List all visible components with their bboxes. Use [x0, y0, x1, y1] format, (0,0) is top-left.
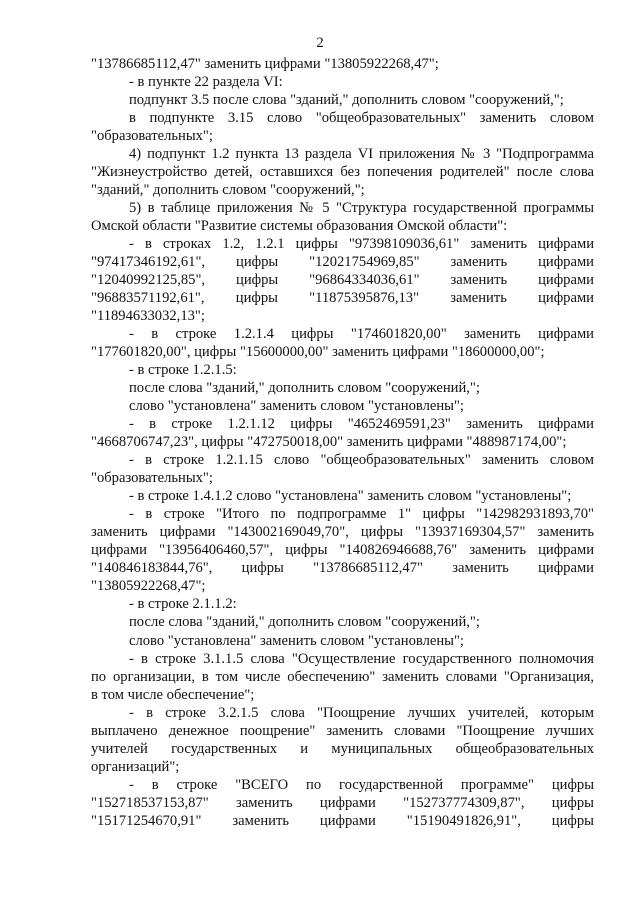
text-line: - в строке 3.1.1.5 слова "Осуществление государственного полномочия [129, 650, 594, 667]
text-line: "177601820,00", цифры "15600000,00" заменить цифрами "18600000,00"; [91, 344, 545, 361]
text-line: подпункт 3.5 после слова "зданий," дополнить словом "сооружений,"; [129, 92, 564, 109]
text-line: слово "установлена" заменить словом "установлены"; [129, 398, 464, 415]
text-line: - в строке "Итого по подпрограмме 1" цифры "142982931893,70" [129, 506, 594, 523]
text-line: "15171254670,91" заменить цифрами "15190491826,91", цифры [91, 812, 594, 829]
text-line: "4668706747,23", цифры "472750018,00" заменить цифрами "488987174,00"; [91, 434, 567, 451]
text-line: "11894633032,13"; [91, 308, 205, 325]
text-line: "образовательных"; [91, 128, 213, 145]
text-line: "13805922268,47"; [91, 578, 206, 595]
text-line: заменить цифрами "143002169049,70", цифры "13937169304,57" заменить [91, 524, 594, 541]
text-line: "зданий," дополнить словом "сооружений,"; [91, 182, 365, 199]
text-line: цифрами "13956406460,57", цифры "140826946688,76" заменить цифрами [91, 542, 594, 559]
text-line: Омской области "Развитие системы образования Омской области": [91, 218, 508, 235]
text-line: - в строке 1.2.1.12 цифры "4652469591,23" заменить цифрами [129, 416, 594, 433]
text-line: "97417346192,61", цифры "12021754969,85" заменить цифрами [91, 254, 594, 271]
text-line: - в строке 1.2.1.5: [129, 362, 237, 379]
text-line: "12040992125,85", цифры "96864334036,61" заменить цифрами [91, 272, 594, 289]
text-line: по организации, в том числе обеспечению" заменить словами "Организация, [91, 668, 594, 685]
page-number: 2 [316, 35, 324, 51]
text-line: - в строке 1.4.1.2 слово "установлена" заменить словом "установлены"; [129, 488, 572, 505]
text-line: после слова "зданий," дополнить словом "сооружений,"; [129, 380, 480, 397]
text-line: после слова "зданий," дополнить словом "сооружений,"; [129, 614, 480, 631]
text-line: - в строке 1.2.1.4 цифры "174601820,00" заменить цифрами [129, 326, 594, 343]
text-line: "96883571192,61", цифры "11875395876,13" заменить цифрами [91, 290, 594, 307]
text-line: - в строках 1.2, 1.2.1 цифры "97398109036,61" заменить цифрами [129, 236, 594, 253]
text-line: 5) в таблице приложения № 5 "Структура государственной программы [129, 200, 594, 217]
text-line: в подпункте 3.15 слово "общеобразовательных" заменить словом [129, 110, 594, 127]
text-line: - в строке 1.2.1.15 слово "общеобразовательных" заменить словом [129, 452, 594, 469]
text-line: "152718537153,87" заменить цифрами "152737774309,87", цифры [91, 794, 594, 811]
text-line: 4) подпункт 1.2 пункта 13 раздела VI приложения № 3 "Подпрограмма [129, 146, 594, 163]
text-line: "Жизнеустройство детей, оставшихся без попечения родителей" после слова [91, 164, 594, 181]
text-line: учителей государственных и муниципальных общеобразовательных [91, 740, 594, 757]
text-line: - в пункте 22 раздела VI: [129, 74, 283, 91]
text-line: "образовательных"; [91, 470, 213, 487]
text-line: в том числе обеспечение"; [91, 686, 255, 703]
text-line: выплачено денежное поощрение" заменить словами "Поощрение лучших [91, 722, 594, 739]
text-line: - в строке 3.2.1.5 слова "Поощрение лучших учителей, которым [129, 704, 594, 721]
text-line: - в строке "ВСЕГО по государственной программе" цифры [129, 776, 594, 793]
text-line: организаций"; [91, 758, 180, 775]
text-line: слово "установлена" заменить словом "установлены"; [129, 632, 464, 649]
text-line: "13786685112,47" заменить цифрами "13805922268,47"; [91, 56, 439, 72]
document-body [91, 55, 594, 830]
text-line: - в строке 2.1.1.2: [129, 596, 237, 613]
text-line: "140846183844,76", цифры "13786685112,47" заменить цифрами [91, 560, 594, 577]
